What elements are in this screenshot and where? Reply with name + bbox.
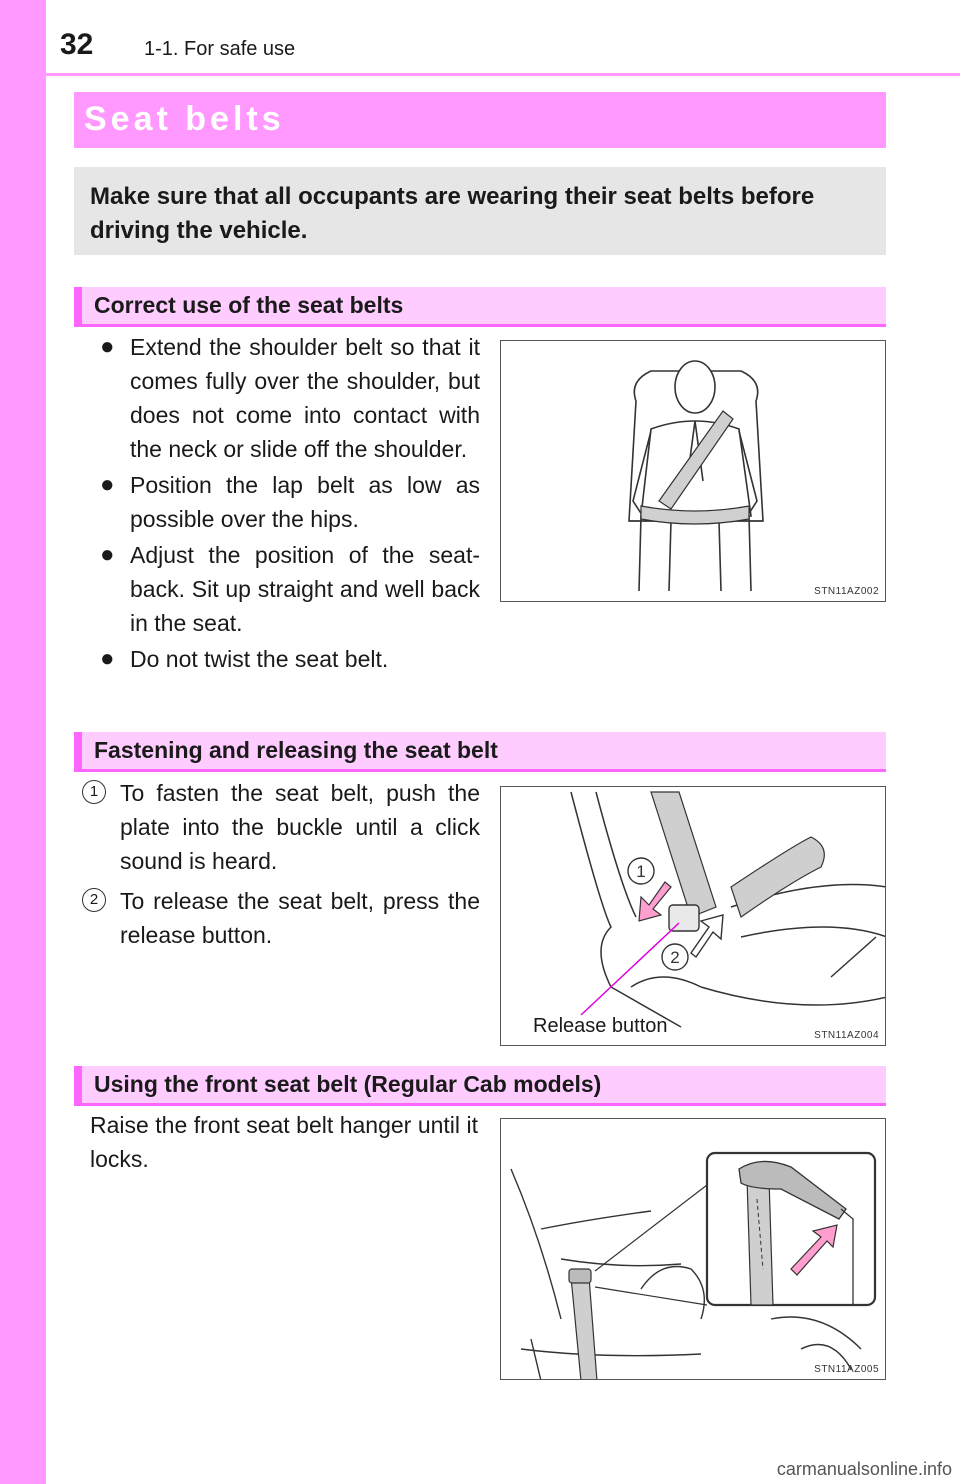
- step-item: [80, 884, 480, 952]
- bullet-item: [100, 642, 480, 676]
- step-number-badge: 1: [82, 780, 106, 804]
- section-heading-fastening: [74, 732, 886, 772]
- step-text: To release the seat belt, press the release button.: [120, 888, 480, 948]
- callout-2: 2: [670, 948, 680, 967]
- running-header: 1-1. For safe use: [144, 38, 296, 60]
- bullet-item: [100, 468, 480, 536]
- step-list: [80, 776, 480, 958]
- step-number-badge: 2: [82, 888, 106, 912]
- figure-code: STN11AZ004: [814, 1030, 879, 1041]
- bullet-dot-icon: ●: [100, 541, 115, 568]
- bullet-text: Extend the shoulder belt so that it comes fully over the shoulder, but does not come into contact with the neck or slide off the shoulder.: [130, 334, 480, 462]
- bullet-item: [100, 538, 480, 640]
- bullet-list: [100, 330, 480, 678]
- buckle-illustration: [501, 787, 886, 1046]
- bullet-dot-icon: ●: [100, 333, 115, 360]
- page-number: 32: [60, 28, 94, 61]
- bullet-text: Do not twist the seat belt.: [130, 646, 389, 672]
- section-heading-correct-use: [74, 287, 886, 327]
- bullet-text: Position the lap belt as low as possible over the hips.: [130, 472, 480, 532]
- section-heading-text: Correct use of the seat belts: [94, 292, 404, 318]
- figure-code: STN11AZ005: [814, 1364, 879, 1375]
- bullet-item: [100, 330, 480, 466]
- callout-1: 1: [636, 862, 646, 881]
- release-button-label: Release button: [533, 1015, 668, 1037]
- occupant-illustration: [501, 341, 886, 602]
- step-item: [80, 776, 480, 878]
- section-heading-front-seat-belt: [74, 1066, 886, 1106]
- watermark: carmanualsonline.info: [776, 1459, 952, 1479]
- figure-code: STN11AZ002: [814, 586, 879, 597]
- intro-box: [74, 167, 886, 255]
- section-heading-text: Using the front seat belt (Regular Cab models): [94, 1071, 602, 1097]
- step-text: To fasten the seat belt, push the plate into the buckle until a click sound is heard.: [120, 780, 480, 874]
- section-heading-text: Fastening and releasing the seat belt: [94, 737, 498, 763]
- bullet-dot-icon: ●: [100, 471, 115, 498]
- bullet-dot-icon: ●: [100, 645, 115, 672]
- page-title: Seat belts: [84, 100, 285, 138]
- title-bar: [74, 92, 886, 148]
- side-color-strip: [0, 0, 46, 1484]
- bullet-text: Adjust the position of the seat-back. Sit up straight and well back in the seat.: [130, 542, 480, 636]
- figure-buckle: [500, 786, 886, 1046]
- header-rule: [46, 73, 960, 76]
- intro-text: Make sure that all occupants are wearing their seat belts before driving the vehicle.: [90, 183, 815, 244]
- figure-belt-hanger: [500, 1118, 886, 1380]
- hanger-instruction: Raise the front seat belt hanger until it locks.: [90, 1112, 478, 1172]
- figure-seated-occupant: [500, 340, 886, 602]
- hanger-illustration: [501, 1119, 886, 1380]
